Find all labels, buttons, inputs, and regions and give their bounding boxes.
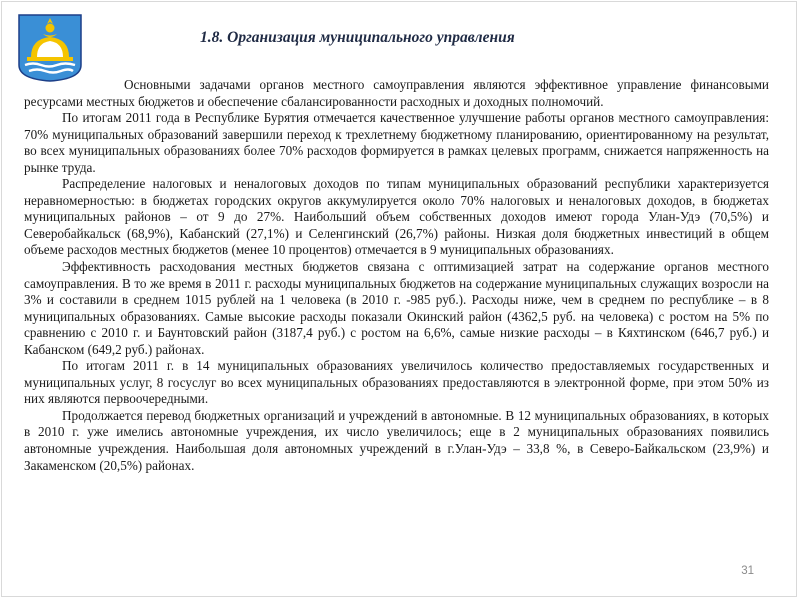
paragraph: Продолжается перевод бюджетных организаций и учреждений в автономные. В 12 муниципальных образованиях, в которых в 2010 г. уже имелись автономные учреждения, их число увеличилось; еще в 2 муниципальных образованиях появились автономные учреждения. Наибольшая доля автономных учреждений в г.Улан-Удэ – 33,8 %, в Северо-Байкальском (23,9%) и Закаменском (20,5%) районах. [24,407,769,473]
coat-of-arms-emblem [17,13,83,83]
page-number: 31 [741,565,754,577]
paragraph: По итогам 2011 года в Республике Бурятия отмечается качественное улучшение работы органов местного самоуправления: 70% муниципальных образований завершили переход к трехлетнему бюджетному планированию, ориентированному на результат, во всех муниципальных образованиях более 70% расходов формируется в рамках целевых программ, снижается напряженность на рынке труда. [24,110,769,175]
paragraph: Распределение налоговых и неналоговых доходов по типам муниципальных образований республики характеризуется неравномерностью: в бюджетах городских округов аккумулируется около 70% налоговых и неналоговых доходов, в бюджетах муниципальных районов – от 9 до 27%. Наибольший объем собственных доходов имеют города Улан-Удэ (70,5%) и Северобайкальск (68,9%), Кабанский (27,1%) и Селенгинский (26,7%) районы. Низкая доля бюджетных инвестиций в общем объеме расходов местных бюджетов (менее 10 процентов) отмечается в 9 муниципальных образованиях. [24,176,769,258]
body-text [24,77,769,474]
paragraph: Эффективность расходования местных бюджетов связана с оптимизацией затрат на содержание органов местного самоуправления. В то же время в 2011 г. расходы муниципальных бюджетов на содержание муниципальных служащих возросли на 3% и составили в среднем 1015 рублей на 1 человека (в 2010 г. -985 руб.). Расходы ниже, чем в среднем по республике – в 8 муниципальных образованиях. Самые высокие расходы показали Окинский район (4362,5 руб. на человека) с ростом на 5% по сравнению с 2010 г. и Баунтовский район (3187,4 руб.) с ростом на 6,6%, самые низкие расходы – в Кяхтинском (646,7 руб.) и Кабанском (649,2 руб.) районах. [24,259,769,357]
paragraph: По итогам 2011 г. в 14 муниципальных образованиях увеличилось количество предоставляемых государственных и муниципальных услуг, 8 госуслуг во всех муниципальных образованиях предоставляются в электронной форме, при этом 50% из них являются первоочередными. [24,358,769,407]
paragraph: Основными задачами органов местного самоуправления являются эффективное управление финансовыми ресурсами местных бюджетов и обеспечение сбалансированности расходных и доходных полномочий. [24,77,769,109]
slide-title: 1.8. Организация муниципального управления [200,29,515,46]
